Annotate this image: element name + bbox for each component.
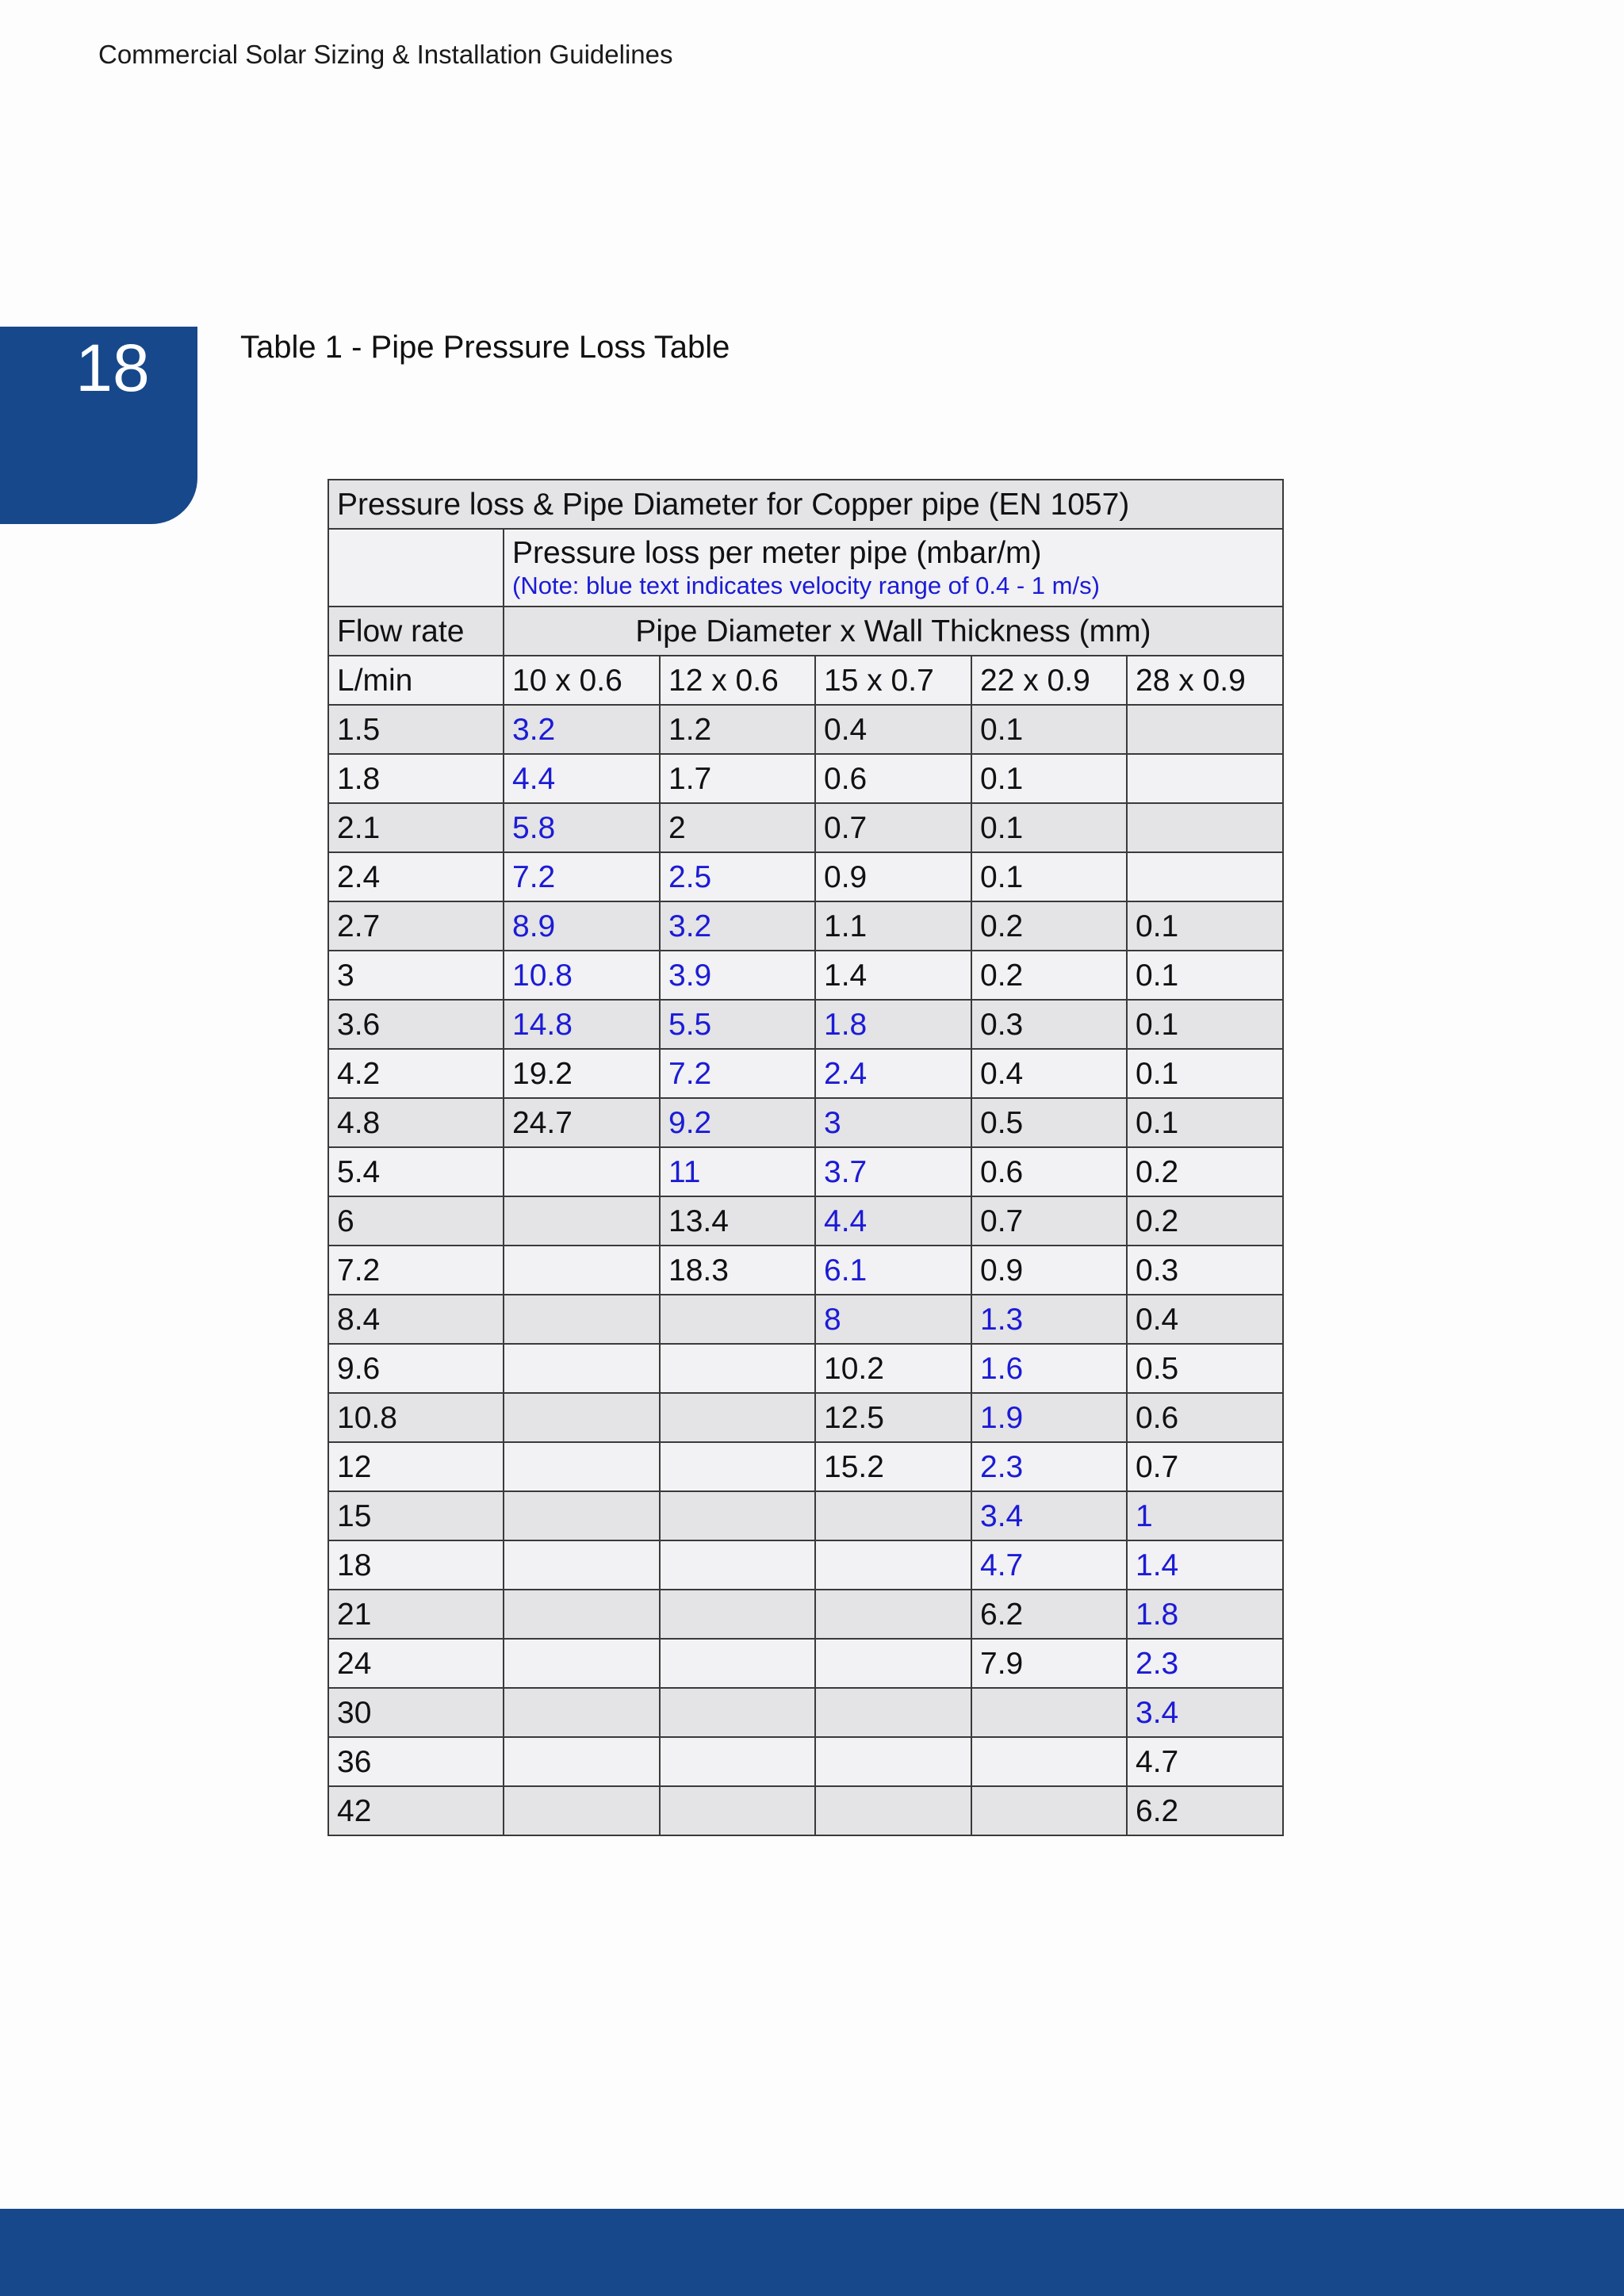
flow-rate-cell: 2.1 <box>328 803 504 852</box>
flow-rate-cell: 36 <box>328 1737 504 1786</box>
pressure-loss-cell: 1.4 <box>1127 1540 1283 1590</box>
pressure-loss-cell <box>660 1344 815 1393</box>
pressure-header-cell <box>504 529 1283 607</box>
pressure-loss-cell <box>815 1590 971 1639</box>
pressure-loss-cell <box>660 1442 815 1491</box>
flow-rate-cell: 21 <box>328 1590 504 1639</box>
table-row <box>328 1540 1283 1590</box>
table-row <box>328 1196 1283 1246</box>
pressure-loss-cell: 5.8 <box>504 803 660 852</box>
table-caption: Table 1 - Pipe Pressure Loss Table <box>240 330 730 365</box>
pressure-loss-cell: 0.1 <box>1127 1049 1283 1098</box>
flow-rate-cell: 1.5 <box>328 705 504 754</box>
pressure-loss-cell: 0.1 <box>971 705 1127 754</box>
pressure-loss-cell <box>504 1639 660 1688</box>
pressure-loss-cell: 3.7 <box>815 1147 971 1196</box>
column-header-15x0.7: 15 x 0.7 <box>815 656 971 705</box>
column-header-10x0.6: 10 x 0.6 <box>504 656 660 705</box>
pressure-loss-cell <box>815 1688 971 1737</box>
table-row <box>328 1295 1283 1344</box>
pressure-loss-cell: 0.4 <box>1127 1295 1283 1344</box>
pressure-loss-cell: 4.4 <box>815 1196 971 1246</box>
table-row <box>328 1737 1283 1786</box>
pressure-loss-cell: 6.2 <box>971 1590 1127 1639</box>
pressure-loss-cell: 3.2 <box>660 901 815 951</box>
pressure-loss-cell: 0.6 <box>971 1147 1127 1196</box>
flow-rate-cell: 8.4 <box>328 1295 504 1344</box>
diameter-header: Pipe Diameter x Wall Thickness (mm) <box>504 607 1283 656</box>
table-row <box>328 1786 1283 1835</box>
table-row <box>328 1344 1283 1393</box>
flow-rate-cell: 4.2 <box>328 1049 504 1098</box>
flow-rate-cell: 3 <box>328 951 504 1000</box>
pressure-loss-cell <box>660 1540 815 1590</box>
flow-rate-cell: 7.2 <box>328 1246 504 1295</box>
pressure-loss-cell: 0.2 <box>971 951 1127 1000</box>
running-header: Commercial Solar Sizing & Installation Guidelines <box>98 40 673 69</box>
pressure-loss-cell <box>504 1147 660 1196</box>
pressure-loss-cell: 0.1 <box>971 852 1127 901</box>
pressure-loss-cell <box>504 1295 660 1344</box>
flow-rate-cell: 5.4 <box>328 1147 504 1196</box>
pressure-loss-cell <box>504 1590 660 1639</box>
pressure-loss-cell: 3.9 <box>660 951 815 1000</box>
pressure-loss-cell: 0.4 <box>971 1049 1127 1098</box>
pressure-loss-cell <box>504 1688 660 1737</box>
flow-rate-cell: 2.7 <box>328 901 504 951</box>
flow-rate-cell: 1.8 <box>328 754 504 803</box>
table-row <box>328 803 1283 852</box>
pressure-loss-cell <box>660 1295 815 1344</box>
pressure-loss-cell: 10.2 <box>815 1344 971 1393</box>
pressure-header-row <box>328 529 1283 607</box>
pressure-loss-cell: 2.5 <box>660 852 815 901</box>
pressure-loss-cell <box>504 1540 660 1590</box>
flow-rate-header: Flow rate <box>328 607 504 656</box>
pressure-loss-cell: 1.8 <box>815 1000 971 1049</box>
pressure-loss-cell <box>504 1246 660 1295</box>
pressure-loss-cell: 0.4 <box>815 705 971 754</box>
pressure-loss-cell: 0.2 <box>971 901 1127 951</box>
pressure-loss-cell <box>504 1786 660 1835</box>
pressure-loss-cell <box>504 1491 660 1540</box>
pressure-loss-cell: 2.3 <box>1127 1639 1283 1688</box>
pressure-loss-cell: 1.6 <box>971 1344 1127 1393</box>
pressure-loss-cell: 15.2 <box>815 1442 971 1491</box>
pressure-loss-cell <box>815 1540 971 1590</box>
column-header-row <box>328 656 1283 705</box>
pressure-loss-cell <box>1127 705 1283 754</box>
pressure-loss-cell: 7.2 <box>660 1049 815 1098</box>
pressure-loss-cell: 2.4 <box>815 1049 971 1098</box>
pressure-loss-cell: 6.2 <box>1127 1786 1283 1835</box>
table-title-row <box>328 480 1283 529</box>
pressure-loss-cell <box>660 1639 815 1688</box>
table-row <box>328 1442 1283 1491</box>
pressure-loss-cell: 0.1 <box>1127 901 1283 951</box>
pressure-loss-cell <box>1127 754 1283 803</box>
pressure-loss-cell: 3 <box>815 1098 971 1147</box>
pressure-loss-cell: 0.1 <box>971 754 1127 803</box>
pressure-loss-cell: 2.3 <box>971 1442 1127 1491</box>
pressure-loss-cell: 13.4 <box>660 1196 815 1246</box>
pressure-loss-cell: 0.1 <box>1127 951 1283 1000</box>
page-number: 18 <box>75 331 150 405</box>
pressure-loss-cell: 1.7 <box>660 754 815 803</box>
velocity-note: (Note: blue text indicates velocity range of 0.4 - 1 m/s) <box>512 572 1100 599</box>
pressure-loss-cell <box>815 1639 971 1688</box>
pressure-loss-cell: 1.2 <box>660 705 815 754</box>
pressure-loss-cell <box>660 1590 815 1639</box>
pressure-loss-cell: 0.2 <box>1127 1196 1283 1246</box>
pressure-loss-cell: 10.8 <box>504 951 660 1000</box>
pressure-loss-cell: 0.9 <box>815 852 971 901</box>
table-row <box>328 1098 1283 1147</box>
flow-rate-cell: 3.6 <box>328 1000 504 1049</box>
pressure-loss-cell <box>971 1786 1127 1835</box>
pressure-loss-cell: 0.6 <box>1127 1393 1283 1442</box>
pressure-loss-cell <box>504 1196 660 1246</box>
pressure-loss-cell: 0.5 <box>971 1098 1127 1147</box>
pressure-loss-cell <box>971 1688 1127 1737</box>
pressure-loss-cell: 8 <box>815 1295 971 1344</box>
pressure-loss-cell: 0.5 <box>1127 1344 1283 1393</box>
pressure-loss-cell: 4.4 <box>504 754 660 803</box>
pressure-loss-cell <box>504 1737 660 1786</box>
pressure-loss-cell <box>660 1393 815 1442</box>
table-row <box>328 705 1283 754</box>
pressure-loss-cell <box>504 1442 660 1491</box>
pressure-loss-cell: 2 <box>660 803 815 852</box>
pressure-loss-cell: 0.3 <box>1127 1246 1283 1295</box>
flow-rate-cell: 10.8 <box>328 1393 504 1442</box>
table-row <box>328 1246 1283 1295</box>
pressure-loss-cell: 7.9 <box>971 1639 1127 1688</box>
column-header-28x0.9: 28 x 0.9 <box>1127 656 1283 705</box>
pressure-loss-cell <box>504 1344 660 1393</box>
pressure-loss-cell: 14.8 <box>504 1000 660 1049</box>
pressure-loss-cell: 0.1 <box>1127 1000 1283 1049</box>
pressure-loss-cell <box>660 1688 815 1737</box>
pressure-loss-cell <box>815 1737 971 1786</box>
pressure-loss-cell: 9.2 <box>660 1098 815 1147</box>
pressure-loss-cell: 0.6 <box>815 754 971 803</box>
table-row <box>328 1393 1283 1442</box>
pressure-loss-cell: 1.1 <box>815 901 971 951</box>
footer-band <box>0 2209 1624 2296</box>
pressure-loss-cell: 0.1 <box>971 803 1127 852</box>
pressure-loss-cell: 0.2 <box>1127 1147 1283 1196</box>
pressure-loss-cell: 0.7 <box>815 803 971 852</box>
diameter-header-row <box>328 607 1283 656</box>
table-row <box>328 852 1283 901</box>
table-row <box>328 754 1283 803</box>
table-row <box>328 951 1283 1000</box>
table-row <box>328 1491 1283 1540</box>
pressure-loss-cell: 0.3 <box>971 1000 1127 1049</box>
pressure-loss-cell: 8.9 <box>504 901 660 951</box>
pressure-loss-cell <box>815 1491 971 1540</box>
pressure-loss-cell <box>660 1786 815 1835</box>
table-row <box>328 1049 1283 1098</box>
pressure-loss-cell: 19.2 <box>504 1049 660 1098</box>
pressure-loss-cell: 18.3 <box>660 1246 815 1295</box>
pressure-loss-cell: 24.7 <box>504 1098 660 1147</box>
pressure-loss-cell: 0.1 <box>1127 1098 1283 1147</box>
table-row <box>328 1639 1283 1688</box>
flow-rate-cell: 6 <box>328 1196 504 1246</box>
flow-rate-cell: 2.4 <box>328 852 504 901</box>
table-row <box>328 901 1283 951</box>
pressure-loss-cell: 0.7 <box>971 1196 1127 1246</box>
pressure-loss-cell <box>815 1786 971 1835</box>
pressure-loss-table <box>327 479 1284 1836</box>
pressure-loss-cell: 0.9 <box>971 1246 1127 1295</box>
table-row <box>328 1688 1283 1737</box>
flow-rate-cell: 18 <box>328 1540 504 1590</box>
flow-rate-cell: 4.8 <box>328 1098 504 1147</box>
pressure-loss-cell: 4.7 <box>1127 1737 1283 1786</box>
pressure-loss-cell: 3.4 <box>1127 1688 1283 1737</box>
flow-rate-cell: 42 <box>328 1786 504 1835</box>
flow-rate-cell: 15 <box>328 1491 504 1540</box>
pressure-loss-cell: 1.9 <box>971 1393 1127 1442</box>
pressure-loss-cell: 7.2 <box>504 852 660 901</box>
pressure-loss-cell <box>504 1393 660 1442</box>
pressure-loss-cell: 3.2 <box>504 705 660 754</box>
flow-rate-cell: 24 <box>328 1639 504 1688</box>
pressure-loss-cell <box>660 1737 815 1786</box>
unit-header: L/min <box>328 656 504 705</box>
pressure-loss-cell: 4.7 <box>971 1540 1127 1590</box>
pressure-loss-cell: 1 <box>1127 1491 1283 1540</box>
empty-header-cell <box>328 529 504 607</box>
pressure-loss-cell <box>1127 852 1283 901</box>
flow-rate-cell: 12 <box>328 1442 504 1491</box>
flow-rate-cell: 9.6 <box>328 1344 504 1393</box>
pressure-loss-cell: 5.5 <box>660 1000 815 1049</box>
pressure-loss-header: Pressure loss per meter pipe (mbar/m) <box>512 536 1042 570</box>
pressure-loss-cell: 6.1 <box>815 1246 971 1295</box>
table-body <box>328 480 1283 1835</box>
table-row <box>328 1000 1283 1049</box>
pressure-loss-cell: 0.7 <box>1127 1442 1283 1491</box>
pressure-loss-cell <box>971 1737 1127 1786</box>
column-header-12x0.6: 12 x 0.6 <box>660 656 815 705</box>
column-header-22x0.9: 22 x 0.9 <box>971 656 1127 705</box>
table-row <box>328 1147 1283 1196</box>
flow-rate-cell: 30 <box>328 1688 504 1737</box>
pressure-loss-cell: 1.4 <box>815 951 971 1000</box>
pressure-loss-cell <box>1127 803 1283 852</box>
table-row <box>328 1590 1283 1639</box>
pressure-loss-cell: 1.3 <box>971 1295 1127 1344</box>
pressure-loss-cell: 1.8 <box>1127 1590 1283 1639</box>
pressure-loss-cell <box>660 1491 815 1540</box>
table-title: Pressure loss & Pipe Diameter for Copper pipe (EN 1057) <box>328 480 1283 529</box>
pressure-loss-cell: 11 <box>660 1147 815 1196</box>
pressure-loss-cell: 3.4 <box>971 1491 1127 1540</box>
pressure-loss-cell: 12.5 <box>815 1393 971 1442</box>
